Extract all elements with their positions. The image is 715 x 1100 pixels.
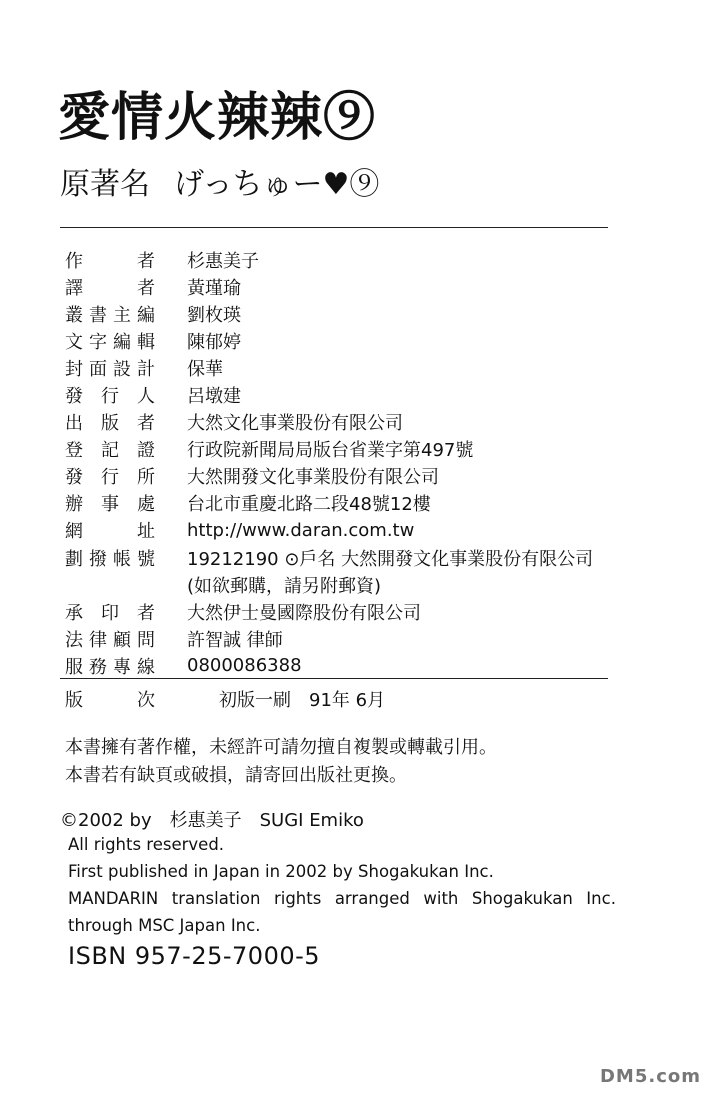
- rights-word: translation: [171, 889, 261, 908]
- credit-label: [65, 328, 155, 354]
- edition-row: [65, 686, 385, 712]
- credit-label-char: 劃: [65, 548, 83, 570]
- rights-line: [68, 889, 616, 908]
- credit-label-char: 作: [65, 250, 83, 272]
- credit-label-char: 封: [65, 358, 83, 380]
- credit-label-char: 發: [65, 467, 83, 489]
- rights-line: All rights reserved.: [68, 835, 225, 854]
- credit-label: [65, 436, 155, 462]
- credit-value: (如欲郵購，請另附郵資): [187, 575, 382, 597]
- credit-value: http://www.daran.com.tw: [187, 519, 415, 541]
- rights-word: with: [423, 889, 459, 908]
- credit-label: [65, 463, 155, 489]
- divider: [60, 227, 608, 228]
- credit-value: 大然伊士曼國際股份有限公司: [187, 602, 421, 624]
- credit-label: [65, 517, 155, 543]
- credit-label-char: 者: [137, 250, 155, 272]
- credit-label-char: 證: [137, 440, 155, 462]
- credit-label-char: 服: [65, 656, 83, 678]
- credit-label-char: 問: [137, 629, 155, 651]
- credit-value: 台北市重慶北路二段48號12樓: [187, 494, 431, 516]
- credit-row: [65, 517, 625, 544]
- credit-label-char: 登: [65, 440, 83, 462]
- credit-label: [65, 409, 155, 435]
- credit-label: [65, 545, 155, 571]
- credit-row: [65, 652, 625, 679]
- copyright-author-cn: 杉惠美子: [169, 810, 242, 831]
- credit-label-char: 律: [89, 629, 107, 651]
- credit-label-char: 面: [89, 358, 107, 380]
- credit-label: [65, 653, 155, 679]
- credit-row: [65, 544, 625, 571]
- credit-row: [65, 409, 625, 436]
- rights-word: Inc.: [586, 889, 616, 908]
- rights-word: Shogakukan: [471, 889, 573, 908]
- credit-label-char: 帳: [113, 548, 131, 570]
- credit-label-char: 發: [65, 386, 83, 408]
- credit-label-char: 出: [65, 413, 83, 435]
- credit-label-char: 版: [101, 413, 119, 435]
- original-title: [60, 167, 380, 202]
- copyright-symbol-year: ©2002 by: [60, 810, 152, 831]
- credit-value: 0800086388: [187, 655, 302, 677]
- credit-label-char: 主: [113, 304, 131, 326]
- credit-label-char: 輯: [137, 331, 155, 353]
- credit-row: [65, 571, 625, 598]
- credit-value: 呂墩建: [187, 386, 241, 408]
- rights-word: rights: [273, 889, 322, 908]
- credit-label-char: 務: [89, 656, 107, 678]
- credit-row: [65, 625, 625, 652]
- copyright-author-en: SUGI Emiko: [259, 810, 364, 831]
- credit-label-char: 專: [113, 656, 131, 678]
- credit-label-char: 行: [101, 467, 119, 489]
- credit-label: [65, 247, 155, 273]
- copyright-line: [60, 806, 382, 832]
- credit-value: 大然文化事業股份有限公司: [187, 413, 403, 435]
- credit-label-char: 號: [137, 548, 155, 570]
- credit-label: [65, 274, 155, 300]
- credit-value: 黃瑾瑜: [187, 277, 241, 299]
- credit-row: [65, 381, 625, 408]
- credit-label-char: 設: [113, 358, 131, 380]
- notice-line: 本書擁有著作權，未經許可請勿擅自複製或轉載引用。: [65, 737, 497, 758]
- credit-label-char: 顧: [113, 629, 131, 651]
- credit-label-char: 叢: [65, 304, 83, 326]
- credit-value: 許智誠 律師: [187, 629, 283, 651]
- credit-value: 19212190 ⊙戶名 大然開發文化事業股份有限公司: [187, 548, 594, 570]
- credit-row: [65, 354, 625, 381]
- credit-value: 大然開發文化事業股份有限公司: [187, 467, 439, 489]
- credit-label-char: 處: [137, 494, 155, 516]
- isbn: ISBN 957-25-7000-5: [68, 942, 321, 970]
- credit-value: 行政院新聞局局版台省業字第497號: [187, 440, 474, 462]
- credit-label-char: 行: [101, 386, 119, 408]
- credits-list: [65, 246, 625, 680]
- credit-label-char: 者: [137, 413, 155, 435]
- watermark-logo: DM5.com: [599, 1066, 701, 1087]
- credit-value: 陳郁婷: [187, 331, 241, 353]
- credit-label-char: 址: [137, 521, 155, 543]
- credit-row: [65, 327, 625, 354]
- credit-label-char: 撥: [89, 548, 107, 570]
- original-title-value: げっちゅー♥⑨: [174, 167, 380, 202]
- credit-label-char: 所: [137, 467, 155, 489]
- credit-label-char: 事: [101, 494, 119, 516]
- edition-label-char: 版: [65, 690, 83, 711]
- credit-label: [65, 599, 155, 625]
- original-title-label: 原著名: [60, 167, 150, 202]
- credit-label-char: 者: [137, 277, 155, 299]
- credit-label-char: 線: [137, 656, 155, 678]
- credit-label-char: 承: [65, 602, 83, 624]
- rights-line: through MSC Japan Inc.: [68, 916, 261, 935]
- credit-row: [65, 246, 625, 273]
- credit-label-char: 辦: [65, 494, 83, 516]
- rights-word: arranged: [334, 889, 410, 908]
- credit-row: [65, 436, 625, 463]
- book-title: 愛情火辣辣⑨: [58, 87, 377, 148]
- credit-label-char: 字: [89, 331, 107, 353]
- credit-label: [65, 301, 155, 327]
- credit-label-char: 編: [113, 331, 131, 353]
- credit-label-char: 文: [65, 331, 83, 353]
- credit-label-char: 編: [137, 304, 155, 326]
- credit-label-char: 人: [137, 386, 155, 408]
- rights-line: First published in Japan in 2002 by Shogakukan Inc.: [68, 862, 494, 881]
- credit-row: [65, 598, 625, 625]
- credit-label-char: 網: [65, 521, 83, 543]
- rights-word: MANDARIN: [68, 889, 159, 908]
- credit-row: [65, 490, 625, 517]
- credit-label-char: 記: [101, 440, 119, 462]
- credit-value: 杉惠美子: [187, 250, 259, 272]
- credit-label: [65, 626, 155, 652]
- credit-label: [65, 382, 155, 408]
- credit-label-char: 譯: [65, 277, 83, 299]
- credit-label-char: 法: [65, 629, 83, 651]
- credit-label-char: 者: [137, 602, 155, 624]
- credit-row: [65, 273, 625, 300]
- credit-value: 劉枚瑛: [187, 304, 241, 326]
- credit-label-char: 書: [89, 304, 107, 326]
- credit-label-char: 計: [137, 358, 155, 380]
- credit-label-char: 印: [101, 602, 119, 624]
- credit-row: [65, 300, 625, 327]
- edition-value: 初版一刷 91年 6月: [219, 690, 386, 711]
- credit-label: [65, 490, 155, 516]
- credit-label: [65, 355, 155, 381]
- notice-line: 本書若有缺頁或破損，請寄回出版社更換。: [65, 765, 407, 786]
- credit-value: 保華: [187, 358, 223, 380]
- divider: [60, 678, 608, 679]
- credit-row: [65, 463, 625, 490]
- edition-label: [65, 686, 155, 712]
- edition-label-char: 次: [137, 690, 155, 711]
